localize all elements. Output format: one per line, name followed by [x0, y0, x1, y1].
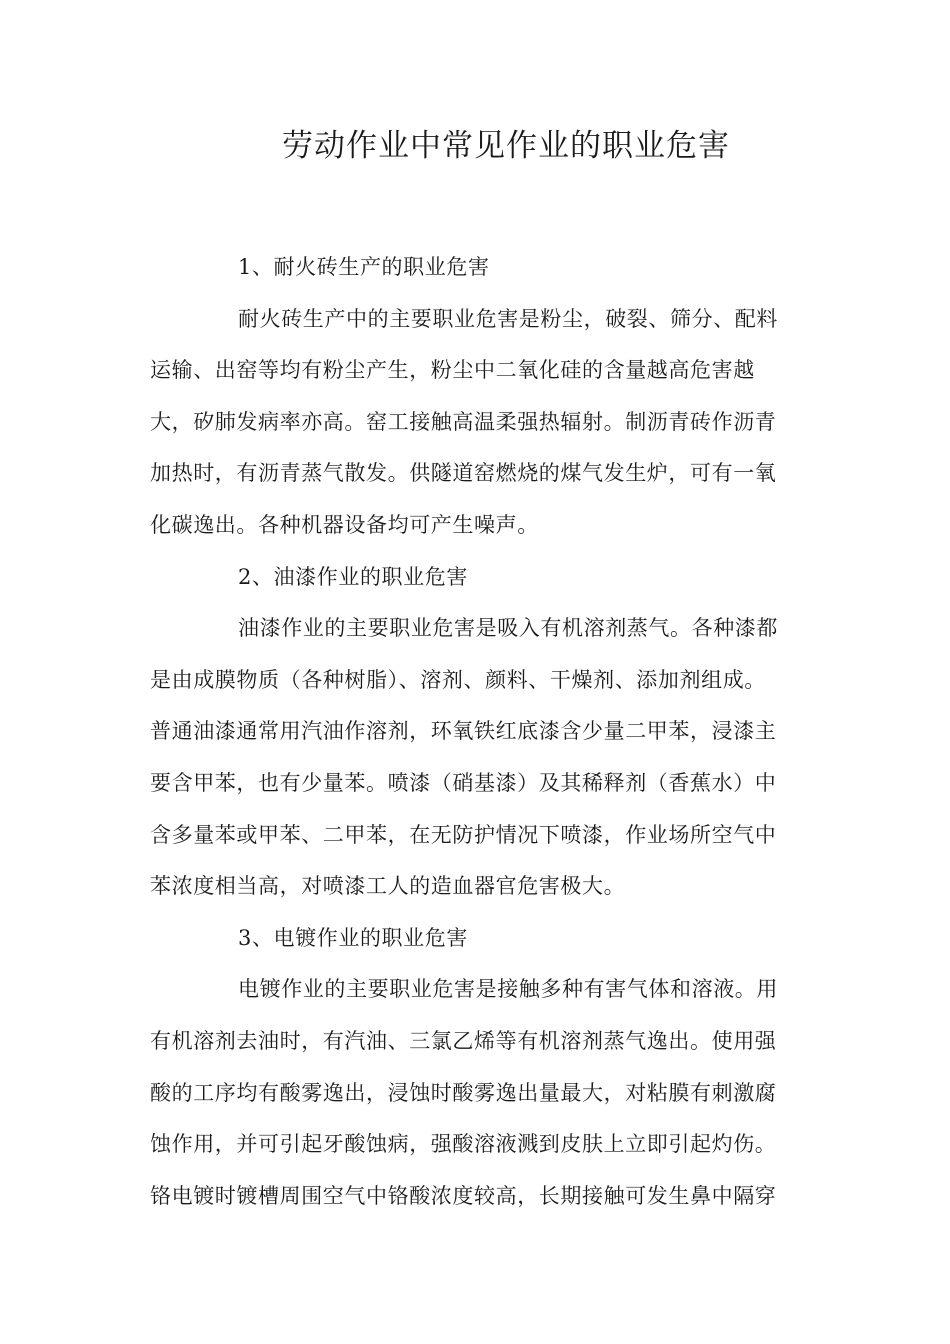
document-body — [150, 242, 802, 1222]
paragraph-line: 铬电镀时镀槽周围空气中铬酸浓度较高，长期接触可发生鼻中隔穿 — [150, 1183, 777, 1208]
paragraph-line: 耐火砖生产中的主要职业危害是粉尘，破裂、筛分、配料 — [238, 306, 778, 331]
paragraph-line: 有机溶剂去油时，有汽油、三氯乙烯等有机溶剂蒸气逸出。使用强 — [150, 1028, 777, 1053]
paragraph-line: 油漆作业的主要职业危害是吸入有机溶剂蒸气。各种漆都 — [238, 616, 778, 641]
section-heading: 2、油漆作业的职业危害 — [238, 564, 468, 589]
document-title: 劳动作业中常见作业的职业危害 — [282, 128, 730, 164]
paragraph-line: 要含甲苯，也有少量苯。喷漆（硝基漆）及其稀释剂（香蕉水）中 — [150, 770, 777, 795]
paragraph-line: 大，矽肺发病率亦高。窑工接触高温柔强热辐射。制沥青砖作沥青 — [150, 409, 777, 434]
paragraph-line: 化碳逸出。各种机器设备均可产生噪声。 — [150, 512, 539, 537]
paragraph-line: 苯浓度相当高，对喷漆工人的造血器官危害极大。 — [150, 874, 626, 899]
paragraph-line: 含多量苯或甲苯、二甲苯，在无防护情况下喷漆，作业场所空气中 — [150, 822, 777, 847]
paragraph-line: 是由成膜物质（各种树脂）、溶剂、颜料、干燥剂、添加剂组成。 — [150, 667, 766, 692]
section-heading: 3、电镀作业的职业危害 — [238, 925, 468, 950]
section-heading: 1、耐火砖生产的职业危害 — [238, 255, 490, 279]
paragraph-line: 加热时，有沥青蒸气散发。供隧道窑燃烧的煤气发生炉，可有一氧 — [150, 461, 777, 486]
paragraph-line: 电镀作业的主要职业危害是接触多种有害气体和溶液。用 — [238, 977, 778, 1002]
paragraph-line: 运输、出窑等均有粉尘产生，粉尘中二氧化硅的含量越高危害越 — [150, 358, 755, 383]
paragraph-line: 蚀作用，并可引起牙酸蚀病，强酸溶液溅到皮肤上立即引起灼伤。 — [150, 1132, 777, 1157]
paragraph-line: 普通油漆通常用汽油作溶剂，环氧铁红底漆含少量二甲苯，浸漆主 — [150, 719, 777, 744]
paragraph-line: 酸的工序均有酸雾逸出，浸蚀时酸雾逸出量最大，对粘膜有刺激腐 — [150, 1080, 777, 1105]
